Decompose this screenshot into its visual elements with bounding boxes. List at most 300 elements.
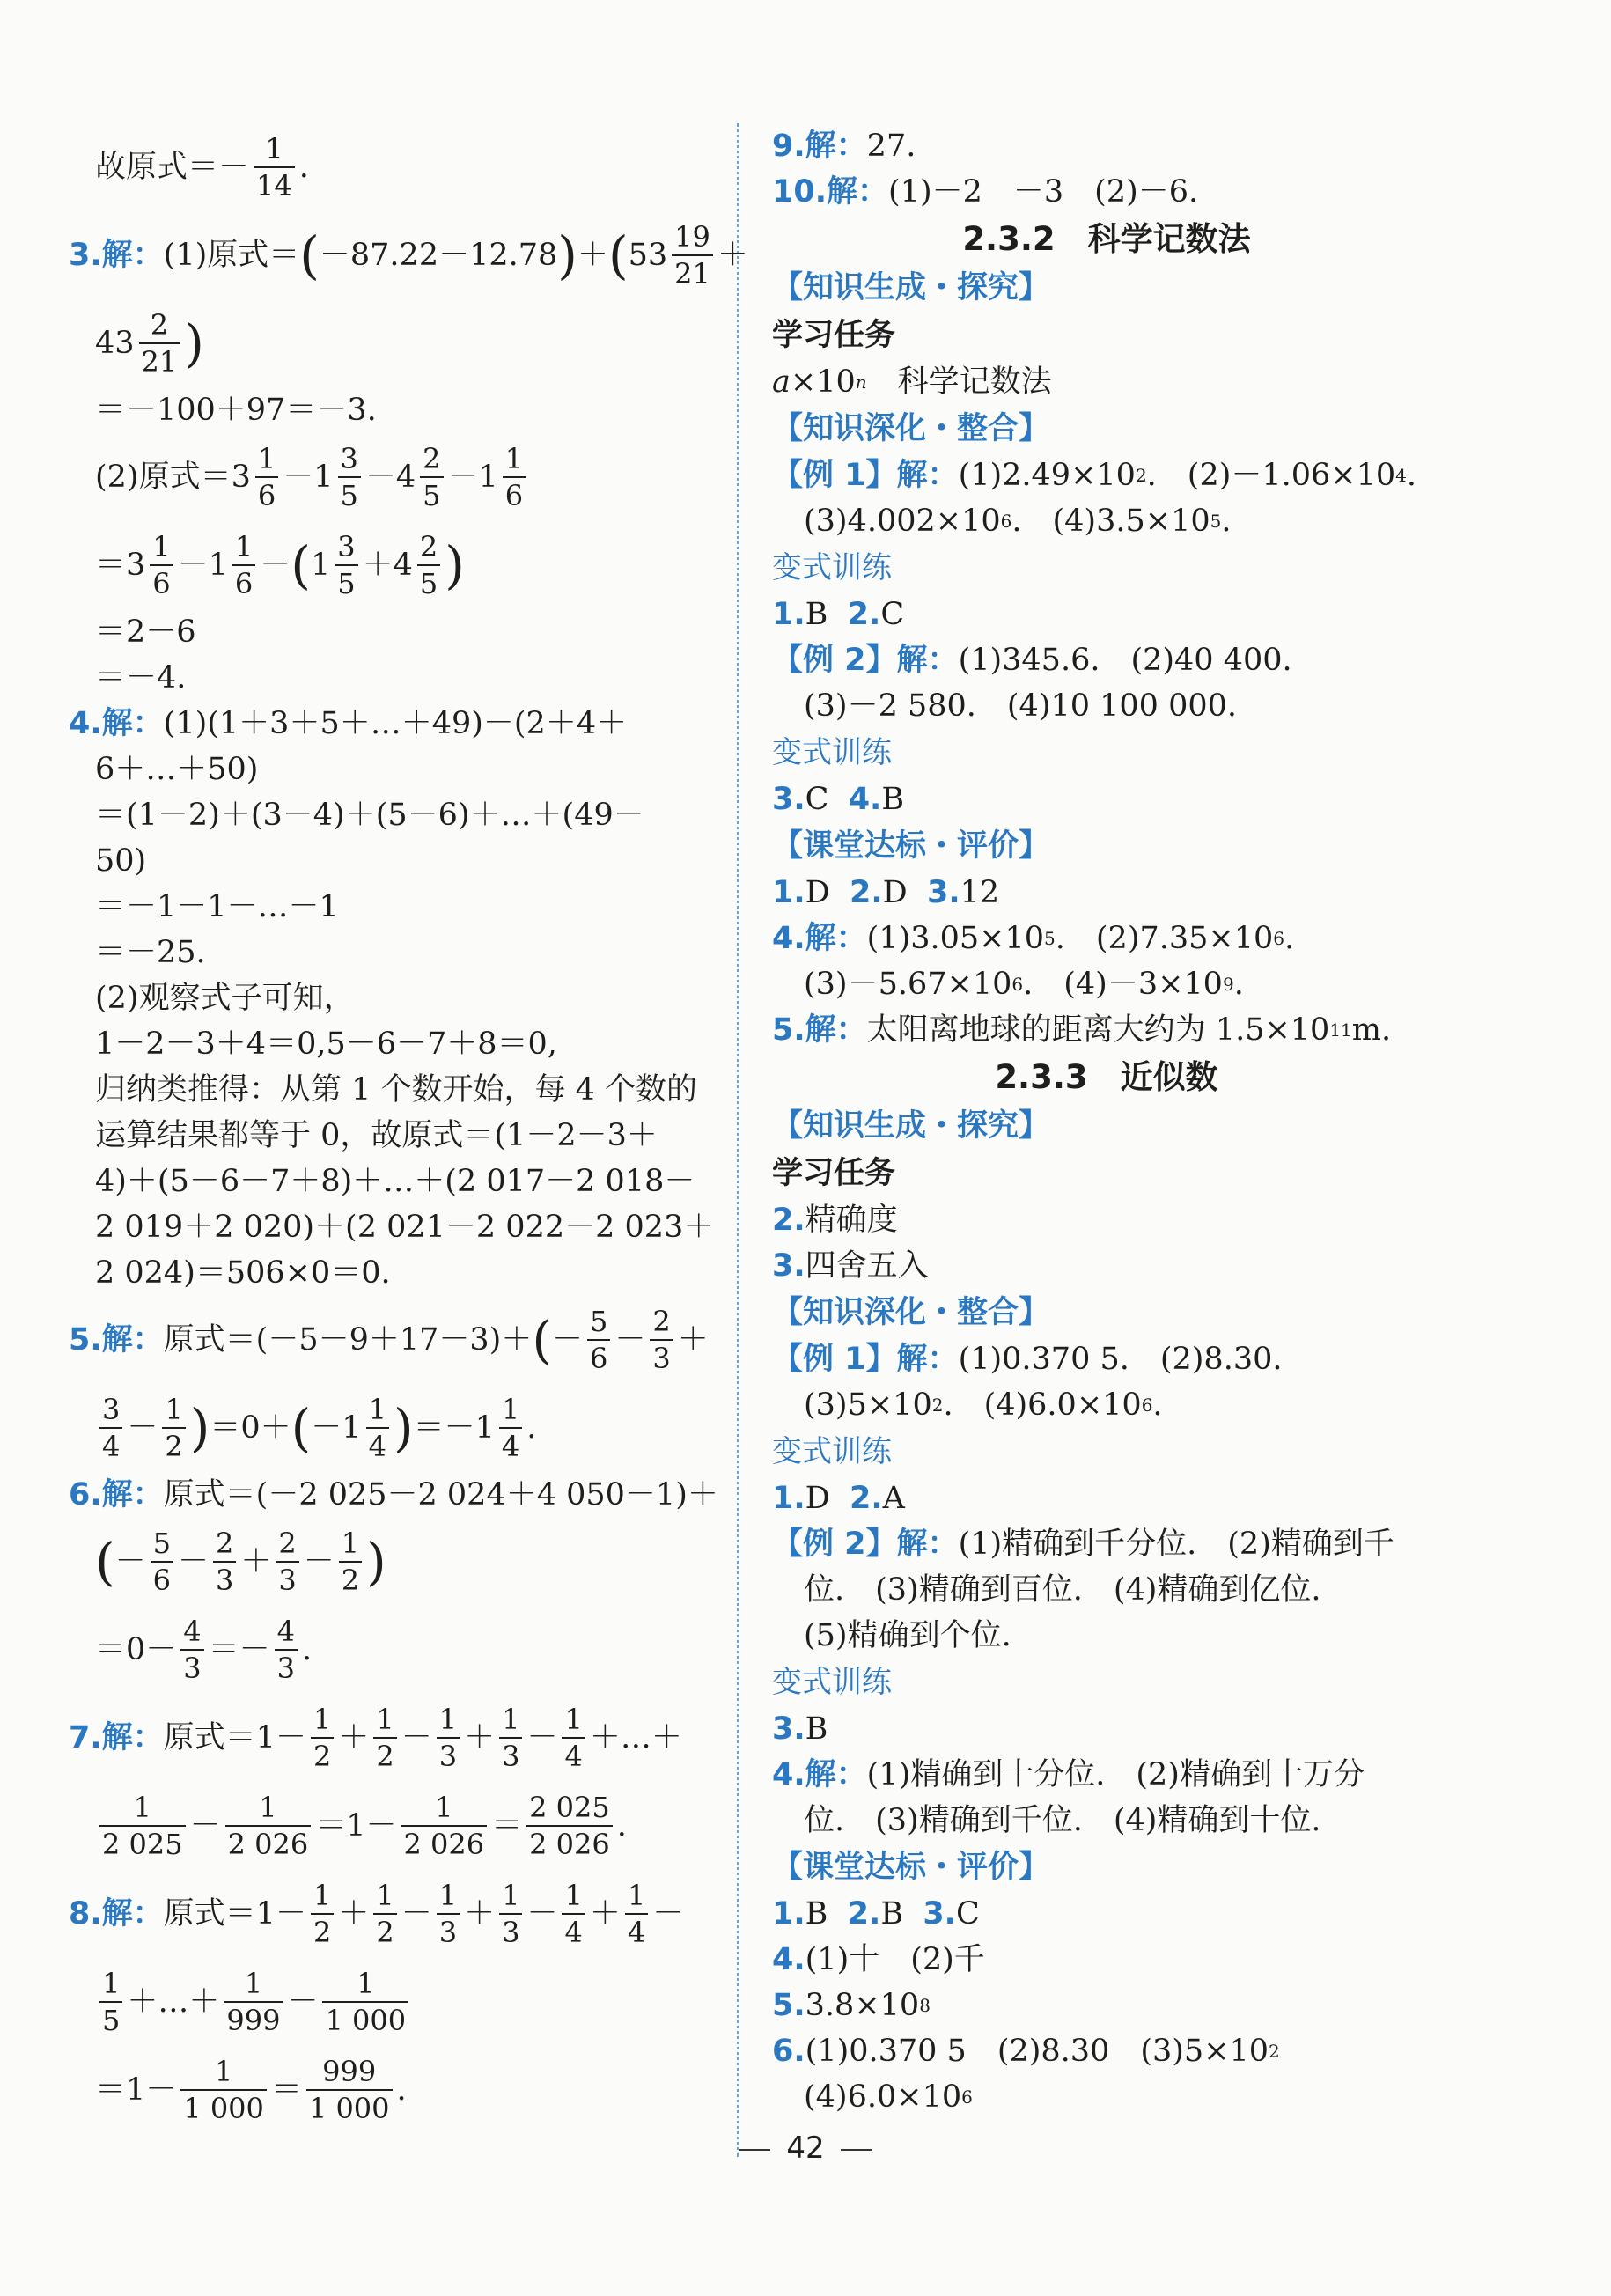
heading-learning-task: 学习任务 [772,318,896,353]
text: 【例 1】 [772,1342,897,1377]
heading-classroom-assessment: 【课堂达标・评价】 [772,828,1050,864]
numerator: 1 [435,1791,453,1824]
heading-variation-training: 变式训练 [772,735,892,770]
text: － [287,1984,319,2020]
text: 解： [101,1322,164,1358]
variation-answers-1 [772,592,1441,637]
text: － [401,1720,432,1755]
text: . (4)6.0×10 [943,1387,1142,1423]
denominator: 4 [366,1427,389,1464]
text: (1)0.370 5. (2)8.30. [958,1342,1283,1377]
denominator: 21 [139,342,180,379]
denominator: 2 [311,1913,334,1950]
fraction [224,1966,283,2038]
text: . [1152,1387,1163,1423]
text: (3)5×10 [804,1387,932,1423]
numerator: 1 [368,1393,386,1426]
text: ＝－1－1－…－1 [95,889,339,924]
text: 43 [95,326,135,361]
text: 4. [69,706,102,741]
text: ＋ [717,238,748,273]
text: 解： [101,1720,164,1755]
text: (1)(1＋3＋5＋…＋49)－(2＋4＋ [163,706,628,741]
text: (3)－2 580. (4)10 100 000. [804,688,1237,724]
numerator: 2 [278,1527,297,1560]
heading-knowledge-deepening: 【知识深化・整合】 [772,411,1050,446]
denominator: 6 [587,1339,610,1376]
fraction [311,1702,334,1774]
text: B [805,1896,828,1932]
fraction [338,441,361,513]
numerator: 2 [150,308,169,342]
numerator: 1 [244,1967,263,2000]
problem-4-line [69,1067,725,1113]
text: ＝1－ [95,2072,177,2108]
fraction [180,2054,267,2126]
numerator: 2 [216,1527,234,1560]
assessment-4: 4. 解： (1)3.05×10 5 . (2)7.35×10 6 . [772,916,1441,961]
fraction [99,1392,122,1464]
variation-answer-4b [772,1752,1441,1798]
problem-8-line1 [69,1870,725,1958]
text: －87.22－12.78 [319,238,558,273]
text: 解： [805,1757,867,1792]
text: ) [393,1398,414,1458]
fraction [151,1526,173,1598]
text: (1)－2 －3 (2)－6. [888,174,1199,210]
problem-3-line5 [69,521,725,609]
numerator: 19 [674,220,710,254]
text: (4)6.0×10 [804,2079,962,2115]
text: ＋ [240,1544,272,1579]
text: 解： [896,458,959,493]
heading-knowledge-generation: 【知识生成・探究】 [772,1108,1050,1144]
problem-6-line1 [69,1472,725,1518]
fraction [526,1790,613,1862]
fraction [437,1878,460,1950]
text: . [298,150,309,185]
numerator: 5 [589,1305,608,1338]
text: 4. [772,921,806,956]
fraction [373,1878,396,1950]
text: 位. (3)精确到千位. (4)精确到十位. [804,1803,1321,1838]
denominator: 5 [99,2001,122,2038]
text: C [805,782,829,817]
denominator: 999 [224,2001,283,2038]
footer-dash [739,2149,770,2151]
text: 故原式＝－ [95,150,250,185]
assessment-5: 5. 解： 太阳离地球的距离大约为 1.5×10 11 m. [772,1007,1441,1053]
problem-6-line2 [69,1518,725,1606]
text: 四舍五入 [805,1248,929,1284]
denominator: 2 [311,1737,334,1774]
denominator: 3 [276,1561,298,1598]
fraction [225,1790,312,1862]
problem-4-line [69,838,725,884]
problem-4-line [69,930,725,975]
heading-knowledge-deepening: 【知识深化・整合】 [772,1295,1050,1330]
numerator: 1 [504,442,524,475]
fraction [232,529,255,601]
fraction [335,529,357,601]
column-divider [737,123,739,2157]
text: ＝ [270,2072,302,2108]
fraction [311,1878,334,1950]
text: (3)－5.67×10 [804,967,1012,1002]
text: . (4)－3×10 [1023,967,1223,1002]
text: 原式＝(－5－9＋17－3)＋ [163,1322,533,1358]
section-title-2-3-2: 2.3.2 科学记数法 [962,220,1251,258]
text: ( [299,225,320,285]
fraction [255,441,278,513]
text: 1. [772,1481,806,1516]
text: B [881,782,905,817]
text: ) [184,313,204,373]
fraction [139,307,180,379]
text: 12 [960,875,1000,910]
problem-3-line3 [69,387,725,433]
text: (2)原式＝3 [95,460,251,495]
problem-3-line2 [69,299,725,387]
denominator: 14 [254,166,295,203]
problem-6-line3 [69,1606,725,1694]
text: － [526,1896,558,1932]
text: (1)345.6. (2)40 400. [958,643,1292,678]
text: 7. [69,1720,102,1755]
denominator: 2 026 [401,1825,488,1862]
text: － [260,548,291,583]
text: 8. [69,1896,102,1932]
text: ( [291,1398,312,1458]
text: 4. [848,782,882,817]
page-footer [0,2130,1611,2166]
text: 27. [866,129,916,164]
numerator: 2 [423,442,441,475]
fraction [366,1392,389,1464]
right-column [772,123,1441,2120]
denominator: 5 [417,564,440,601]
text: 2. [772,1203,806,1238]
numerator: 4 [276,1615,296,1648]
heading-variation-training: 变式训练 [772,550,892,585]
numerator: 1 [564,1703,583,1736]
assessment-2-6: 6. (1)0.370 5 (2)8.30 (3)5×10 2 [772,2028,1441,2074]
text: 3. [772,1711,806,1747]
text: 53 [628,238,668,273]
text: D [805,875,830,910]
text: ＝－ [208,1632,270,1667]
text: － [614,1322,646,1358]
task-3 [772,1243,1441,1289]
variation-answers-3 [772,1475,1441,1521]
text: 解： [896,1527,959,1562]
fraction [276,1526,298,1598]
text: 解： [896,1342,959,1377]
text: ＋ [677,1322,709,1358]
text: － [526,1720,558,1755]
left-column [69,123,748,2134]
text: . [526,1410,537,1446]
text: 3. [772,1248,806,1284]
text: －1 [311,1410,362,1446]
text: ) [189,1398,210,1458]
fraction [99,1966,122,2038]
text: 1. [772,1896,806,1932]
text: (3)4.002×10 [804,504,1001,539]
example-2-line2 [772,683,1441,729]
text: － [401,1896,432,1932]
problem-4-line [69,1250,725,1296]
fraction [213,1526,236,1598]
text: ＝－1 [413,1410,495,1446]
text: 4. [772,1757,806,1792]
text: 1. [772,597,806,632]
text: ) [445,535,465,595]
numerator: 2 025 [529,1791,610,1824]
numerator: 1 [341,1527,360,1560]
problem-4-line [69,1204,725,1250]
denominator: 6 [151,1561,173,1598]
text: ＝(1－2)＋(3－4)＋(5－6)＋…＋(49－ [95,798,644,833]
variation-answers-2 [772,776,1441,822]
numerator: 1 [376,1703,394,1736]
text: 原式＝1－ [163,1720,306,1755]
text: ( [607,225,629,285]
example-2b-line3 [772,1613,1441,1659]
problem-4-line [69,1159,725,1204]
text: (5)精确到个位. [804,1618,1011,1653]
numerator: 1 [627,1879,646,1912]
text: ＋ [577,238,608,273]
text: － [189,1808,221,1843]
text: (1)十 (2)千 [805,1942,985,1977]
text: 精确度 [805,1203,898,1238]
denominator: 2 [339,1561,362,1598]
denominator: 6 [255,476,278,513]
text: ) [557,225,577,285]
numerator: 1 [376,1879,394,1912]
assessment-2-4 [772,1937,1441,1983]
text: B [805,1711,828,1747]
text: 5. [772,1988,806,2023]
text: m. [1351,1012,1392,1048]
text: 5. [69,1322,102,1358]
fraction [373,1702,396,1774]
text: ＝0－ [95,1632,177,1667]
text: ＝2－6 [95,614,196,650]
text: －1 [283,460,334,495]
text: 位. (3)精确到百位. (4)精确到亿位. [804,1572,1321,1608]
text: ) [366,1532,386,1592]
denominator: 4 [562,1737,585,1774]
problem-5-line2 [69,1384,725,1472]
assessment-answers-1 [772,870,1441,916]
text: 原式＝(－2 025－2 024＋4 050－1)＋ [163,1477,718,1512]
fraction [417,529,440,601]
assessment-4-line2: (3)－5.67×10 6 . (4)－3×10 9 . [772,961,1441,1007]
answer-9 [772,123,1441,169]
text: 1－2－3＋4＝0,5－6－7＋8＝0, [95,1027,557,1062]
numerator: 1 [214,2055,233,2088]
text: 50) [95,843,147,879]
text: ＋ [338,1720,370,1755]
text: 科学记数法 [866,364,1052,400]
denominator: 3 [499,1737,522,1774]
page-number: 42 [786,2130,825,2166]
problem-8-line3 [69,2046,725,2134]
text: 5. [772,1012,806,1048]
text: －1 [447,460,498,495]
answer-a-line [772,359,1441,405]
text: ＝－4. [95,660,187,695]
text: － [652,1896,684,1932]
example-2b [772,1521,1441,1567]
text: 2. [847,1896,881,1932]
text: 1. [772,875,806,910]
problem-3-line6 [69,609,725,655]
fraction [275,1614,298,1686]
numerator: 1 [502,1703,520,1736]
assessment-answers-2 [772,1891,1441,1937]
denominator: 1 000 [322,2001,408,2038]
text: 解： [827,174,889,210]
problem-3-line1 [69,211,748,299]
text: 【例 2】 [772,1527,897,1562]
numerator: 1 [265,132,283,166]
denominator: 4 [99,1427,122,1464]
problem-5-line1 [69,1296,725,1384]
text: . (2)－1.06×10 [1146,458,1396,493]
text: 解： [101,706,164,741]
fraction [503,441,526,513]
text: 解： [805,1012,867,1048]
text: 解： [805,129,867,164]
denominator: 4 [625,1913,648,1950]
denominator: 3 [499,1913,522,1950]
text: 原式＝1－ [163,1896,306,1932]
text: 10. [772,174,828,210]
text: 【例 2】 [772,643,897,678]
problem-4-line [69,747,725,792]
denominator: 4 [499,1427,522,1464]
numerator: 1 [502,1879,520,1912]
denominator: 4 [562,1913,585,1950]
text: (1)精确到十分位. (2)精确到十万分 [866,1757,1365,1792]
numerator: 3 [337,530,356,563]
denominator: 3 [180,1649,203,1686]
numerator: 1 [102,1967,121,2000]
text: 太阳离地球的距离大约为 1.5×10 [866,1012,1330,1048]
numerator: 1 [133,1791,151,1824]
section-title-2-3-3: 2.3.3 近似数 [995,1058,1218,1096]
numerator: 4 [183,1615,202,1648]
denominator: 6 [232,564,255,601]
text: D [805,1481,830,1516]
text: 6. [69,1477,102,1512]
heading-classroom-assessment: 【课堂达标・评价】 [772,1850,1050,1885]
problem-4-line [69,1021,725,1067]
text: 2. [849,1481,883,1516]
text: 2 024)＝506×0＝0. [95,1255,391,1291]
text: 6. [772,2034,806,2069]
text: . [1233,967,1244,1002]
text: 4)＋(5－6－7＋8)＋…＋(2 017－2 018－ [95,1164,695,1199]
numerator: 1 [152,530,171,563]
heading-variation-training: 变式训练 [772,1665,892,1700]
numerator: 3 [102,1393,121,1426]
text: (1)2.49×10 [958,458,1136,493]
text: ＋ [338,1896,370,1932]
text: (1)3.05×10 [866,921,1045,956]
denominator: 3 [437,1737,460,1774]
fraction [499,1878,522,1950]
example-2 [772,637,1441,683]
text: n [855,372,867,393]
example-1b-line2: (3)5×10 2 . (4)6.0×10 6 . [772,1382,1441,1428]
text: 1 [310,548,331,583]
denominator: 6 [150,564,173,601]
text: 3. [772,782,806,817]
numerator: 3 [340,442,358,475]
text: . (2)7.35×10 [1055,921,1274,956]
fraction [499,1702,522,1774]
denominator: 21 [672,254,713,291]
denominator: 2 [373,1737,396,1774]
text: 解： [896,643,959,678]
text: ＋…＋ [127,1984,220,2020]
numerator: 1 [165,1393,183,1426]
text: ＋ [464,1720,496,1755]
solution-label: 解： [101,238,164,273]
denominator: 3 [213,1561,236,1598]
text: 9. [772,129,806,164]
denominator: 2 026 [526,1825,613,1862]
denominator: 3 [437,1913,460,1950]
text: 2 019＋2 020)＋(2 021－2 022－2 023＋ [95,1210,715,1245]
numerator: 5 [152,1527,172,1560]
text: － [178,1544,210,1579]
fraction [625,1878,648,1950]
numerator: 1 [313,1879,332,1912]
text: . [396,2072,407,2108]
numerator: 1 [438,1703,458,1736]
text: 6＋…＋50) [95,752,259,787]
numerator: 999 [322,2055,377,2088]
fraction [499,1392,522,1464]
text: ( [95,1532,115,1592]
result-line [69,123,725,211]
text: (1)原式＝ [163,238,300,273]
numerator: 1 [438,1879,458,1912]
assessment-2-5: 5. 3.8×10 8 [772,1983,1441,2028]
text: a [772,364,791,400]
fraction [672,219,713,291]
text: D [882,875,908,910]
numerator: 1 [357,1967,375,2000]
text: C [955,1896,980,1932]
fraction [306,2054,393,2126]
fraction [420,441,443,513]
example-1: 【例 1】 解： (1)2.49×10 2 . (2)－1.06×10 4 . [772,453,1441,498]
text: － [114,1544,146,1579]
text: 解： [101,1896,164,1932]
text: ( [291,535,311,595]
text: ×10 [790,364,856,400]
denominator: 3 [275,1649,298,1686]
fraction [587,1304,610,1376]
text: 解： [805,921,867,956]
text: ＝－100＋97＝－3. [95,393,377,428]
